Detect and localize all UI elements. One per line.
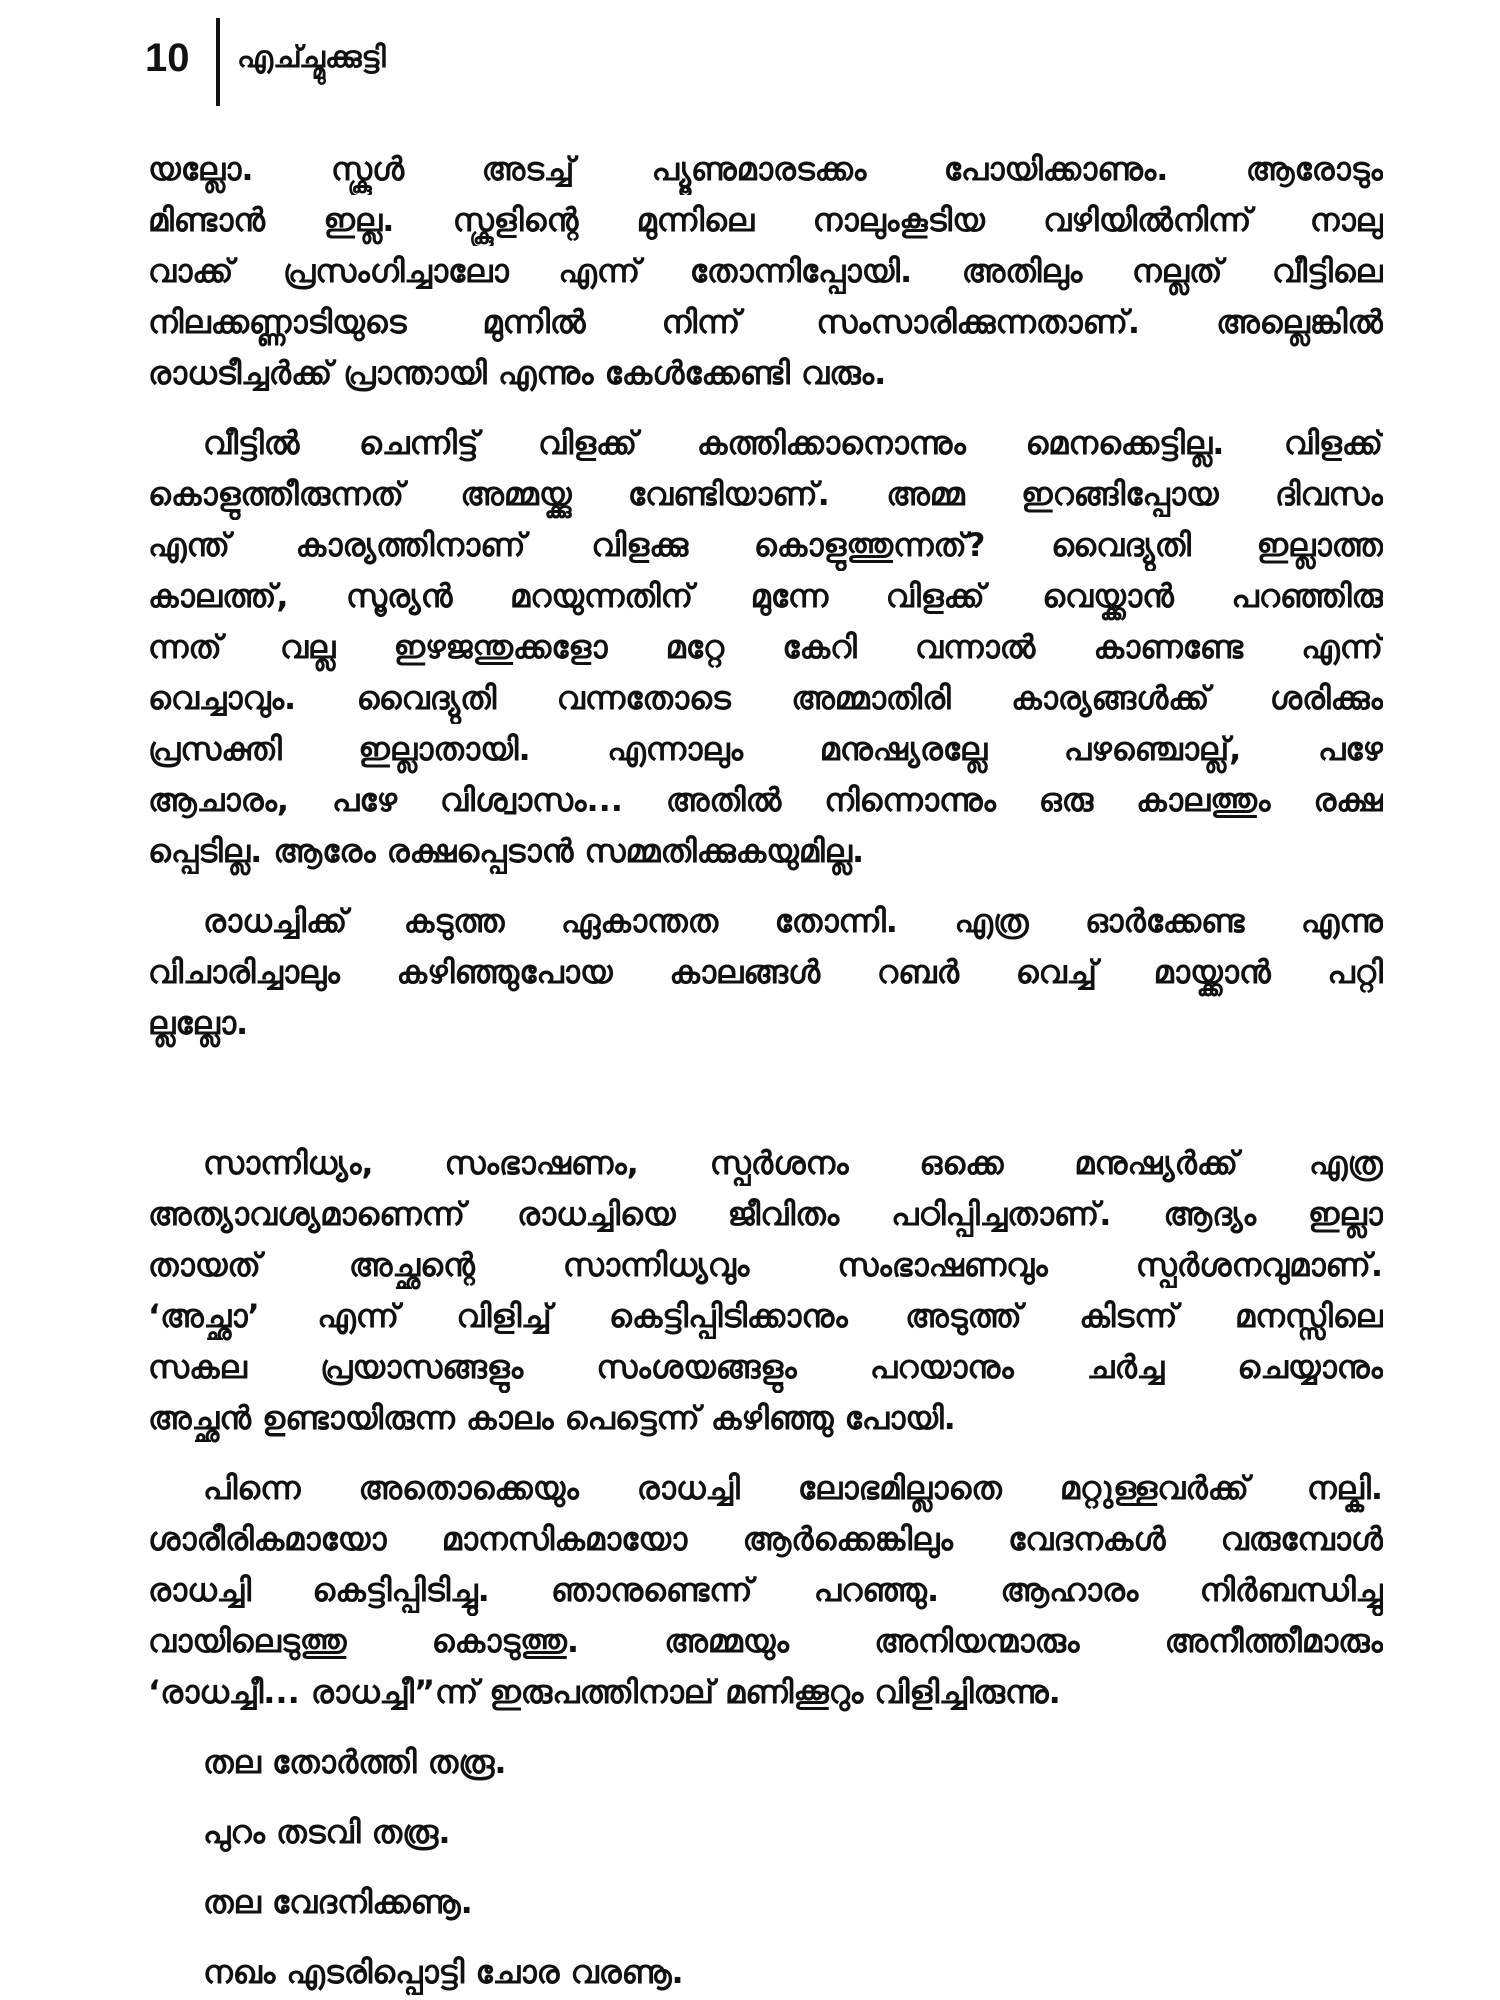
text-line: ല്ലല്ലോ. [148, 1004, 249, 1042]
body-text [148, 144, 1383, 1998]
text-line: രാധച്ചിക്ക് കടുത്ത ഏകാന്തത തോന്നി. എത്ര ഓർക്കേണ്ട എന്നു [203, 902, 1383, 940]
text-line: ആചാരം, പഴേ വിശ്വാസം... അതിൽ നിന്നൊന്നും ഒരു കാലത്തും രക്ഷ [148, 781, 1383, 819]
text-line: വായിലെടുത്തു കൊടുത്തു. അമ്മയും അനിയന്മാരും അനീത്തീമാരും [148, 1622, 1383, 1660]
text-line: ശാരീരികമായോ മാനസികമായോ ആർക്കെങ്കിലും വേദനകൾ വരുമ്പോൾ [148, 1520, 1383, 1558]
text-line: യല്ലോ. സ്കൂൾ അടച്ച് പ്യൂണുമാരടക്കം പോയിക്കാണും. ആരോടും [148, 150, 1383, 188]
text-line: ‘അച്ഛാ’ എന്ന് വിളിച്ച് കെട്ടിപ്പിടിക്കാനും അടുത്ത് കിടന്ന് മനസ്സിലെ [148, 1297, 1383, 1335]
text-line: തായത് അച്ഛന്റെ സാന്നിധ്യവും സംഭാഷണവും സ്പർശനവുമാണ്. [148, 1246, 1383, 1284]
text-line: പുറം തടവി തരൂ. [203, 1813, 451, 1851]
page-number: 10 [145, 36, 190, 80]
paragraph [148, 1737, 1383, 1788]
paragraph [148, 1138, 1383, 1444]
header-divider [216, 18, 220, 106]
text-line: അത്യാവശ്യമാണെന്ന് രാധച്ചിയെ ജീവിതം പഠിപ്പിച്ചതാണ്. ആദ്യം ഇല്ലാ [148, 1195, 1383, 1233]
running-title: എച്ച്മുക്കുട്ടി [237, 40, 386, 75]
paragraph [148, 1807, 1383, 1858]
text-line: വീട്ടിൽ ചെന്നിട്ട് വിളക്ക് കത്തിക്കാനൊന്നും മെനക്കെട്ടില്ല. വിളക്ക് [203, 424, 1383, 462]
text-line: വെച്ചാവും. വൈദ്യുതി വന്നതോടെ അമ്മാതിരി കാര്യങ്ങൾക്ക് ശരിക്കും [148, 679, 1383, 717]
text-line: മിണ്ടാൻ ഇല്ല. സ്കൂളിന്റെ മുന്നിലെ നാലുംകൂടിയ വഴിയിൽനിന്ന് നാലു [148, 201, 1383, 239]
paragraph [148, 1463, 1383, 1718]
text-line: എന്ത് കാര്യത്തിനാണ് വിളക്കു കൊളുത്തുന്നത്? വൈദ്യുതി ഇല്ലാത്ത [148, 526, 1383, 564]
paragraph [148, 418, 1383, 877]
text-line: വിചാരിച്ചാലും കഴിഞ്ഞുപോയ കാലങ്ങൾ റബർ വെച്ച് മായ്ക്കാൻ പറ്റി [148, 953, 1383, 991]
text-line: പിന്നെ അതൊക്കെയും രാധച്ചി ലോഭമില്ലാതെ മറ്റുള്ളവർക്ക് നല്കി. [203, 1469, 1383, 1507]
text-line: സാന്നിധ്യം, സംഭാഷണം, സ്പർശനം ഒക്കെ മനുഷ്യർക്ക് എത്ര [203, 1144, 1383, 1182]
text-line: നഖം എടരിപ്പൊട്ടി ചോര വരണൂ. [203, 1953, 684, 1991]
text-line: നിലക്കണ്ണാടിയുടെ മുന്നിൽ നിന്ന് സംസാരിക്കുന്നതാണ്. അല്ലെങ്കിൽ [148, 303, 1383, 341]
text-line: സകല പ്രയാസങ്ങളും സംശയങ്ങളും പറയാനും ചർച്ച ചെയ്യാനും [148, 1348, 1383, 1386]
paragraph [148, 1947, 1383, 1998]
paragraph [148, 144, 1383, 399]
text-line: ‘രാധച്ചീ... രാധച്ചീ”ന്ന് ഇരുപത്തിനാല് മണിക്കൂറും വിളിച്ചിരുന്നു. [148, 1673, 1061, 1711]
text-line: കാലത്ത്, സൂര്യൻ മറയുന്നതിന് മുന്നേ വിളക്ക് വെയ്ക്കാൻ പറഞ്ഞിരു [148, 577, 1383, 615]
text-line: രാധച്ചി കെട്ടിപ്പിടിച്ചു. ഞാനുണ്ടെന്ന് പറഞ്ഞു. ആഹാരം നിർബന്ധിച്ചു [148, 1571, 1383, 1609]
paragraph [148, 1877, 1383, 1928]
text-line: അച്ഛൻ ഉണ്ടായിരുന്ന കാലം പെട്ടെന്ന് കഴിഞ്ഞു പോയി. [148, 1399, 956, 1437]
text-line: കൊളുത്തീരുന്നത് അമ്മയ്ക്കു വേണ്ടിയാണ്. അമ്മ ഇറങ്ങിപ്പോയ ദിവസം [148, 475, 1383, 513]
text-line: രാധടീച്ചർക്ക് പ്രാന്തായി എന്നും കേൾക്കേണ്ടി വരും. [148, 354, 887, 392]
text-line: തല വേദനിക്കണൂ. [203, 1883, 473, 1921]
text-line: ന്നത് വല്ല ഇഴജന്തുക്കളോ മറ്റേ കേറി വന്നാൽ കാണണ്ടേ എന്ന് [148, 628, 1383, 666]
text-line: പ്പെടില്ല. ആരേം രക്ഷപ്പെടാൻ സമ്മതിക്കുകയുമില്ല. [148, 832, 865, 870]
paragraph [148, 896, 1383, 1049]
text-line: വാക്ക് പ്രസംഗിച്ചാലോ എന്ന് തോന്നിപ്പോയി. അതിലും നല്ലത് വീട്ടിലെ [148, 252, 1383, 290]
text-line: തല തോർത്തി തരൂ. [203, 1743, 507, 1781]
text-line: പ്രസക്തി ഇല്ലാതായി. എന്നാലും മനുഷ്യരല്ലേ പഴഞ്ചൊല്ല്, പഴേ [148, 730, 1383, 768]
